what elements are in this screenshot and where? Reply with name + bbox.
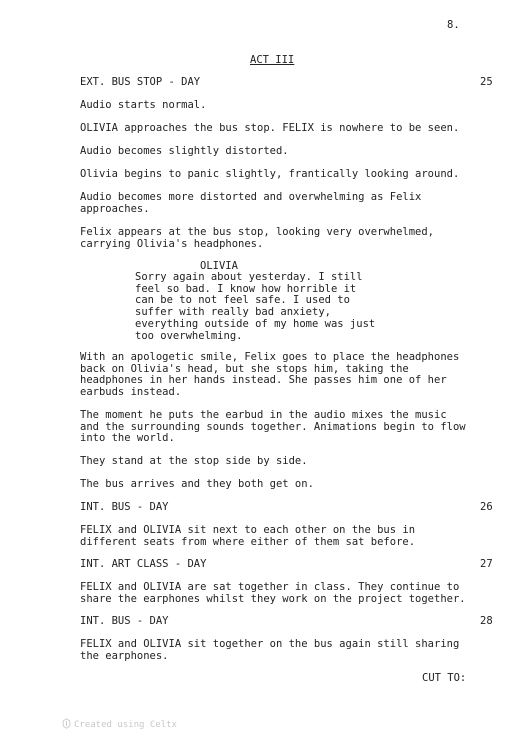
watermark-text: Created using Celtx bbox=[74, 720, 177, 730]
dialogue: Sorry again about yesterday. I still feel so bad. I know how horrible it can be to not feel safe. I used to suffer with really bad anxiety, everything outside of my home was just too overwhelming. bbox=[135, 271, 376, 342]
celtx-logo-icon bbox=[62, 718, 71, 734]
scene-number: 25 bbox=[480, 76, 493, 88]
character-name: OLIVIA bbox=[200, 260, 238, 272]
action-line: FELIX and OLIVIA are sat together in class. They continue to share the earphones whilst they work on the project together. bbox=[80, 581, 466, 605]
scene-number: 27 bbox=[480, 558, 493, 570]
action-line: Audio becomes more distorted and overwhelming as Felix approaches. bbox=[80, 191, 422, 215]
transition: CUT TO: bbox=[422, 672, 467, 684]
scene-heading: INT. ART CLASS - DAY bbox=[80, 558, 207, 570]
action-line: FELIX and OLIVIA sit next to each other on the bus in different seats from where either of them sat before. bbox=[80, 524, 416, 548]
action-line: With an apologetic smile, Felix goes to place the headphones back on Olivia's head, but she stops him, taking the headphones in her hands instead. She passes him one of her earbuds instead. bbox=[80, 351, 460, 399]
scene-heading: INT. BUS - DAY bbox=[80, 615, 169, 627]
scene-number: 28 bbox=[480, 615, 493, 627]
action-line: The bus arrives and they both get on. bbox=[80, 478, 314, 490]
page-number: 8. bbox=[447, 19, 460, 31]
action-line: The moment he puts the earbud in the audio mixes the music and the surrounding sounds together. Animations begin to flow into the world. bbox=[80, 409, 466, 445]
action-line: Audio becomes slightly distorted. bbox=[80, 145, 289, 157]
action-line: Audio starts normal. bbox=[80, 99, 207, 111]
action-line: They stand at the stop side by side. bbox=[80, 455, 308, 467]
action-line: Olivia begins to panic slightly, frantically looking around. bbox=[80, 168, 460, 180]
scene-heading: INT. BUS - DAY bbox=[80, 501, 169, 513]
action-line: Felix appears at the bus stop, looking very overwhelmed, carrying Olivia's headphones. bbox=[80, 226, 435, 250]
action-line: OLIVIA approaches the bus stop. FELIX is nowhere to be seen. bbox=[80, 122, 460, 134]
action-line: FELIX and OLIVIA sit together on the bus again still sharing the earphones. bbox=[80, 638, 460, 662]
scene-number: 26 bbox=[480, 501, 493, 513]
watermark bbox=[62, 718, 177, 734]
scene-heading: EXT. BUS STOP - DAY bbox=[80, 76, 201, 88]
act-heading: ACT III bbox=[250, 54, 295, 66]
